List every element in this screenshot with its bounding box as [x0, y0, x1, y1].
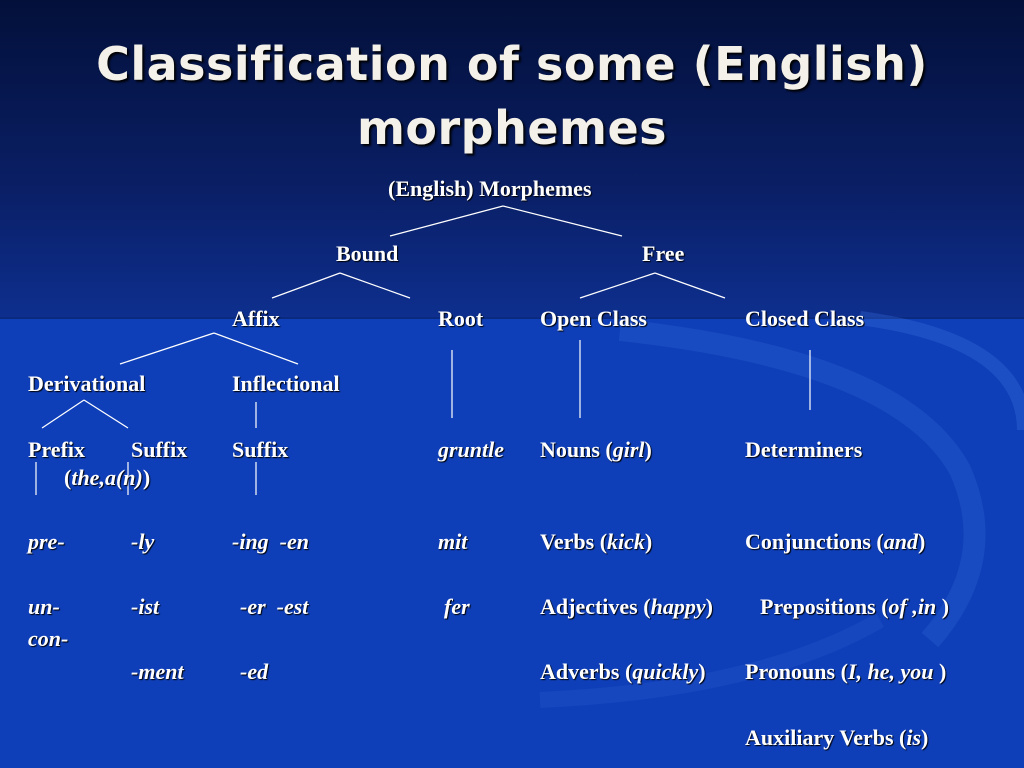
adverbs-close: ) — [698, 659, 706, 684]
adverbs-label: Adverbs ( — [540, 659, 633, 684]
node-open-class: Open Class — [540, 306, 647, 331]
verbs-example: kick — [607, 529, 645, 554]
branch-affix-derivational — [120, 333, 214, 364]
prepositions-close: ) — [936, 594, 950, 619]
branch-free-open — [580, 273, 655, 298]
open-class-adverbs — [540, 659, 706, 685]
closed-class-pronouns — [745, 659, 946, 685]
example-root-1: mit — [438, 529, 468, 554]
node-inflectional: Inflectional — [232, 371, 340, 396]
node-determiners: Determiners — [745, 437, 863, 462]
example-suffix-1: -ly — [131, 529, 155, 554]
branch-morphemes-bound — [390, 206, 503, 236]
branch-bound-root — [340, 273, 410, 298]
open-class-adjectives — [540, 594, 713, 620]
conjunctions-label: Conjunctions ( — [745, 529, 884, 554]
branch-free-closed — [655, 273, 725, 298]
adverbs-example: quickly — [632, 659, 699, 684]
pronouns-label: Pronouns ( — [745, 659, 848, 684]
node-closed-class: Closed Class — [745, 306, 865, 331]
branch-affix-inflectional — [214, 333, 298, 364]
adjectives-example: happy — [650, 594, 706, 619]
example-inflectional-1: -ing -en — [232, 529, 309, 554]
node-gruntle: gruntle — [438, 437, 505, 462]
prepositions-example: of ,in — [888, 594, 937, 619]
example-suffix-3: -ment — [131, 659, 184, 684]
closed-class-auxiliary-verbs — [745, 725, 928, 751]
node-nouns — [540, 437, 652, 463]
node-bound: Bound — [336, 241, 399, 266]
example-prefix-1: pre- — [28, 529, 65, 554]
nouns-label: Nouns ( — [540, 437, 613, 462]
auxiliary-example: is — [906, 725, 922, 750]
closed-class-prepositions — [760, 594, 949, 620]
example-prefix-2: un- — [28, 594, 60, 619]
det-open: ( — [64, 465, 72, 490]
verbs-label: Verbs ( — [540, 529, 608, 554]
example-suffix-2: -ist — [131, 594, 160, 619]
auxiliary-label: Auxiliary Verbs ( — [745, 725, 907, 750]
example-inflectional-2: -er -est — [240, 594, 309, 619]
example-root-2: fer — [444, 594, 470, 619]
nouns-close: ) — [644, 437, 652, 462]
det-close: ) — [142, 465, 151, 490]
adjectives-label: Adjectives ( — [540, 594, 651, 619]
node-morphemes: (English) Morphemes — [388, 176, 592, 201]
branch-bound-affix — [272, 273, 340, 298]
node-prefix: Prefix — [28, 437, 86, 462]
conjunctions-close: ) — [918, 529, 926, 554]
title-line-2: morphemes — [356, 101, 668, 155]
example-inflectional-3: -ed — [240, 659, 269, 684]
conjunctions-example: and — [883, 529, 918, 554]
branch-derivational-suffix — [84, 400, 128, 428]
determiners-examples — [64, 465, 150, 491]
closed-class-conjunctions — [745, 529, 925, 555]
title-line-1: Classification of some (English) — [96, 37, 928, 91]
example-prefix-3: con- — [28, 626, 69, 651]
pronouns-example: I, he, you — [847, 659, 934, 684]
node-inflectional-suffix: Suffix — [232, 437, 289, 462]
det-example: the,a(n) — [71, 465, 143, 490]
prepositions-label: Prepositions ( — [760, 594, 889, 619]
pronouns-close: ) — [933, 659, 947, 684]
auxiliary-close: ) — [921, 725, 929, 750]
node-derivational: Derivational — [28, 371, 146, 396]
node-root: Root — [438, 306, 484, 331]
open-class-verbs — [540, 529, 652, 555]
adjectives-close: ) — [705, 594, 713, 619]
node-affix: Affix — [232, 306, 280, 331]
nouns-example: girl — [612, 437, 645, 462]
node-free: Free — [642, 241, 685, 266]
branch-morphemes-free — [503, 206, 622, 236]
verbs-close: ) — [644, 529, 653, 554]
branch-derivational-prefix — [42, 400, 84, 428]
node-derivational-suffix: Suffix — [131, 437, 188, 462]
